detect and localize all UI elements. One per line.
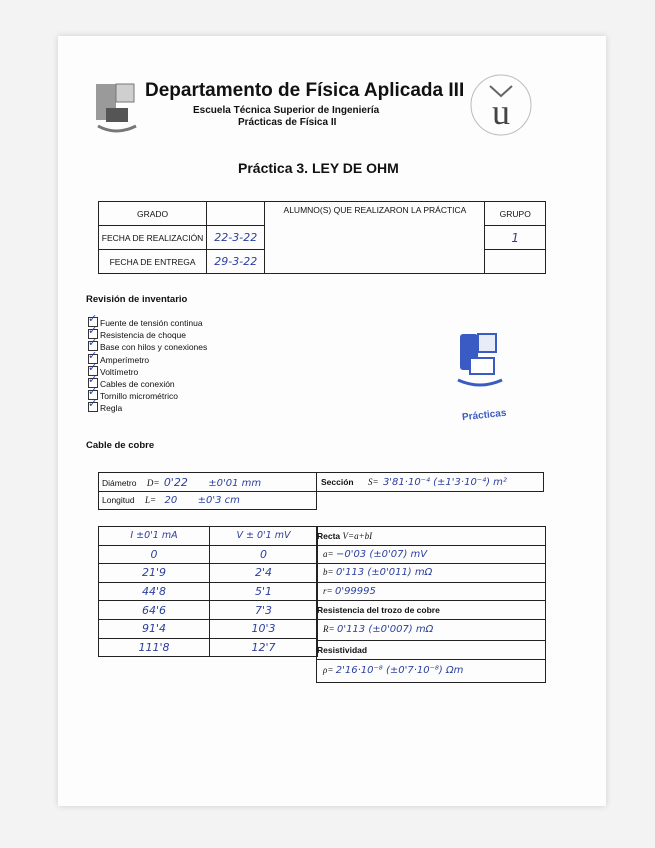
diametro-value: 0'22 <box>163 475 188 489</box>
university-seal <box>462 72 540 138</box>
R-value: 0'113 (±0'007) mΩ <box>336 624 434 636</box>
copper-dimensions-table <box>98 472 544 510</box>
a-value: −0'03 (±0'07) mV <box>335 548 428 560</box>
list-item: ✓Voltímetro <box>88 366 207 378</box>
list-item: ✓Amperímetro <box>88 354 207 366</box>
list-item: ✓Fuente de tensión continua <box>88 317 207 329</box>
alumnos-cell <box>265 202 485 274</box>
inventory-list <box>88 317 207 415</box>
grado-label: GRADO <box>99 202 207 226</box>
inventory-title: Revisión de inventario <box>86 294 188 305</box>
r-row: r= 0'99995 <box>317 582 546 601</box>
resistencia-header: Resistencia del trozo de cobre <box>317 601 546 620</box>
recta-header: Recta V=a+bI <box>317 527 546 546</box>
rho-row: ρ= 2'16·10⁻⁸ (±0'7·10⁻⁸) Ωm <box>317 659 546 682</box>
fecha-entrega-value: 29-3-22 <box>207 250 265 274</box>
grupo-label: GRUPO <box>485 202 546 226</box>
seccion-cell: Sección S= 3'81·10⁻⁴ (±1'3·10⁻⁴) m² <box>317 473 544 492</box>
longitud-error: ±0'3 cm <box>197 495 240 506</box>
longitud-cell: Longitud L= 20 ±0'3 cm <box>99 492 317 510</box>
checkbox-checked-icon <box>88 402 98 412</box>
department-logo <box>94 82 140 140</box>
b-row: b= 0'113 (±0'011) mΩ <box>317 564 546 583</box>
column-header-i: I ±0'1 mA <box>99 527 210 546</box>
seccion-value: 3'81·10⁻⁴ (±1'3·10⁻⁴) m² <box>382 476 507 488</box>
svg-text:u: u <box>492 92 510 132</box>
r-value: 0'99995 <box>334 586 376 598</box>
fecha-entrega-label: FECHA DE ENTREGA <box>99 250 207 274</box>
list-item: ✓Regla <box>88 402 207 414</box>
grupo-empty-cell <box>485 250 546 274</box>
student-info-table <box>98 201 546 274</box>
list-item: ✓Resistencia de choque <box>88 329 207 341</box>
grado-value <box>207 202 265 226</box>
diametro-error: ±0'01 mm <box>208 477 262 489</box>
fit-results-table <box>316 526 546 683</box>
column-header-v: V ± 0'1 mV <box>210 527 318 546</box>
R-row: R= 0'113 (±0'007) mΩ <box>317 619 546 640</box>
fecha-realizacion-value: 22-3-22 <box>207 226 265 250</box>
table-row: 44'8 5'1 <box>99 582 318 601</box>
table-row: 91'4 10'3 <box>99 619 318 638</box>
fecha-realizacion-label: FECHA DE REALIZACIÓN <box>99 226 207 250</box>
resistividad-header: Resistividad <box>317 640 546 659</box>
list-item: ✓Cables de conexión <box>88 378 207 390</box>
practicas-logo <box>452 332 516 396</box>
table-row: 111'8 12'7 <box>99 638 318 657</box>
practicas-logo-label: Prácticas <box>461 407 507 424</box>
table-row: 64'6 7'3 <box>99 601 318 620</box>
subject-name: Prácticas de Física II <box>238 117 337 128</box>
copper-title: Cable de cobre <box>86 440 155 451</box>
school-name: Escuela Técnica Superior de Ingeniería <box>193 105 380 116</box>
practice-title: Práctica 3. LEY DE OHM <box>238 160 399 176</box>
department-title: Departamento de Física Aplicada III <box>145 80 465 101</box>
table-row: 21'9 2'4 <box>99 564 318 583</box>
rho-value: 2'16·10⁻⁸ (±0'7·10⁻⁸) Ωm <box>335 665 464 677</box>
longitud-value: 20 <box>164 495 178 506</box>
b-value: 0'113 (±0'011) mΩ <box>335 567 433 579</box>
table-row: 0 0 <box>99 545 318 564</box>
a-row: a= −0'03 (±0'07) mV <box>317 545 546 564</box>
alumnos-label: ALUMNO(S) QUE REALIZARON LA PRÁCTICA <box>283 205 467 215</box>
document-sheet <box>58 36 606 806</box>
diametro-cell: Diámetro D= 0'22 ±0'01 mm <box>99 473 317 492</box>
grupo-value: 1 <box>485 226 546 250</box>
measurements-table <box>98 526 318 657</box>
list-item: ✓Tornillo micrométrico <box>88 390 207 402</box>
list-item: ✓Base con hilos y conexiones <box>88 341 207 353</box>
